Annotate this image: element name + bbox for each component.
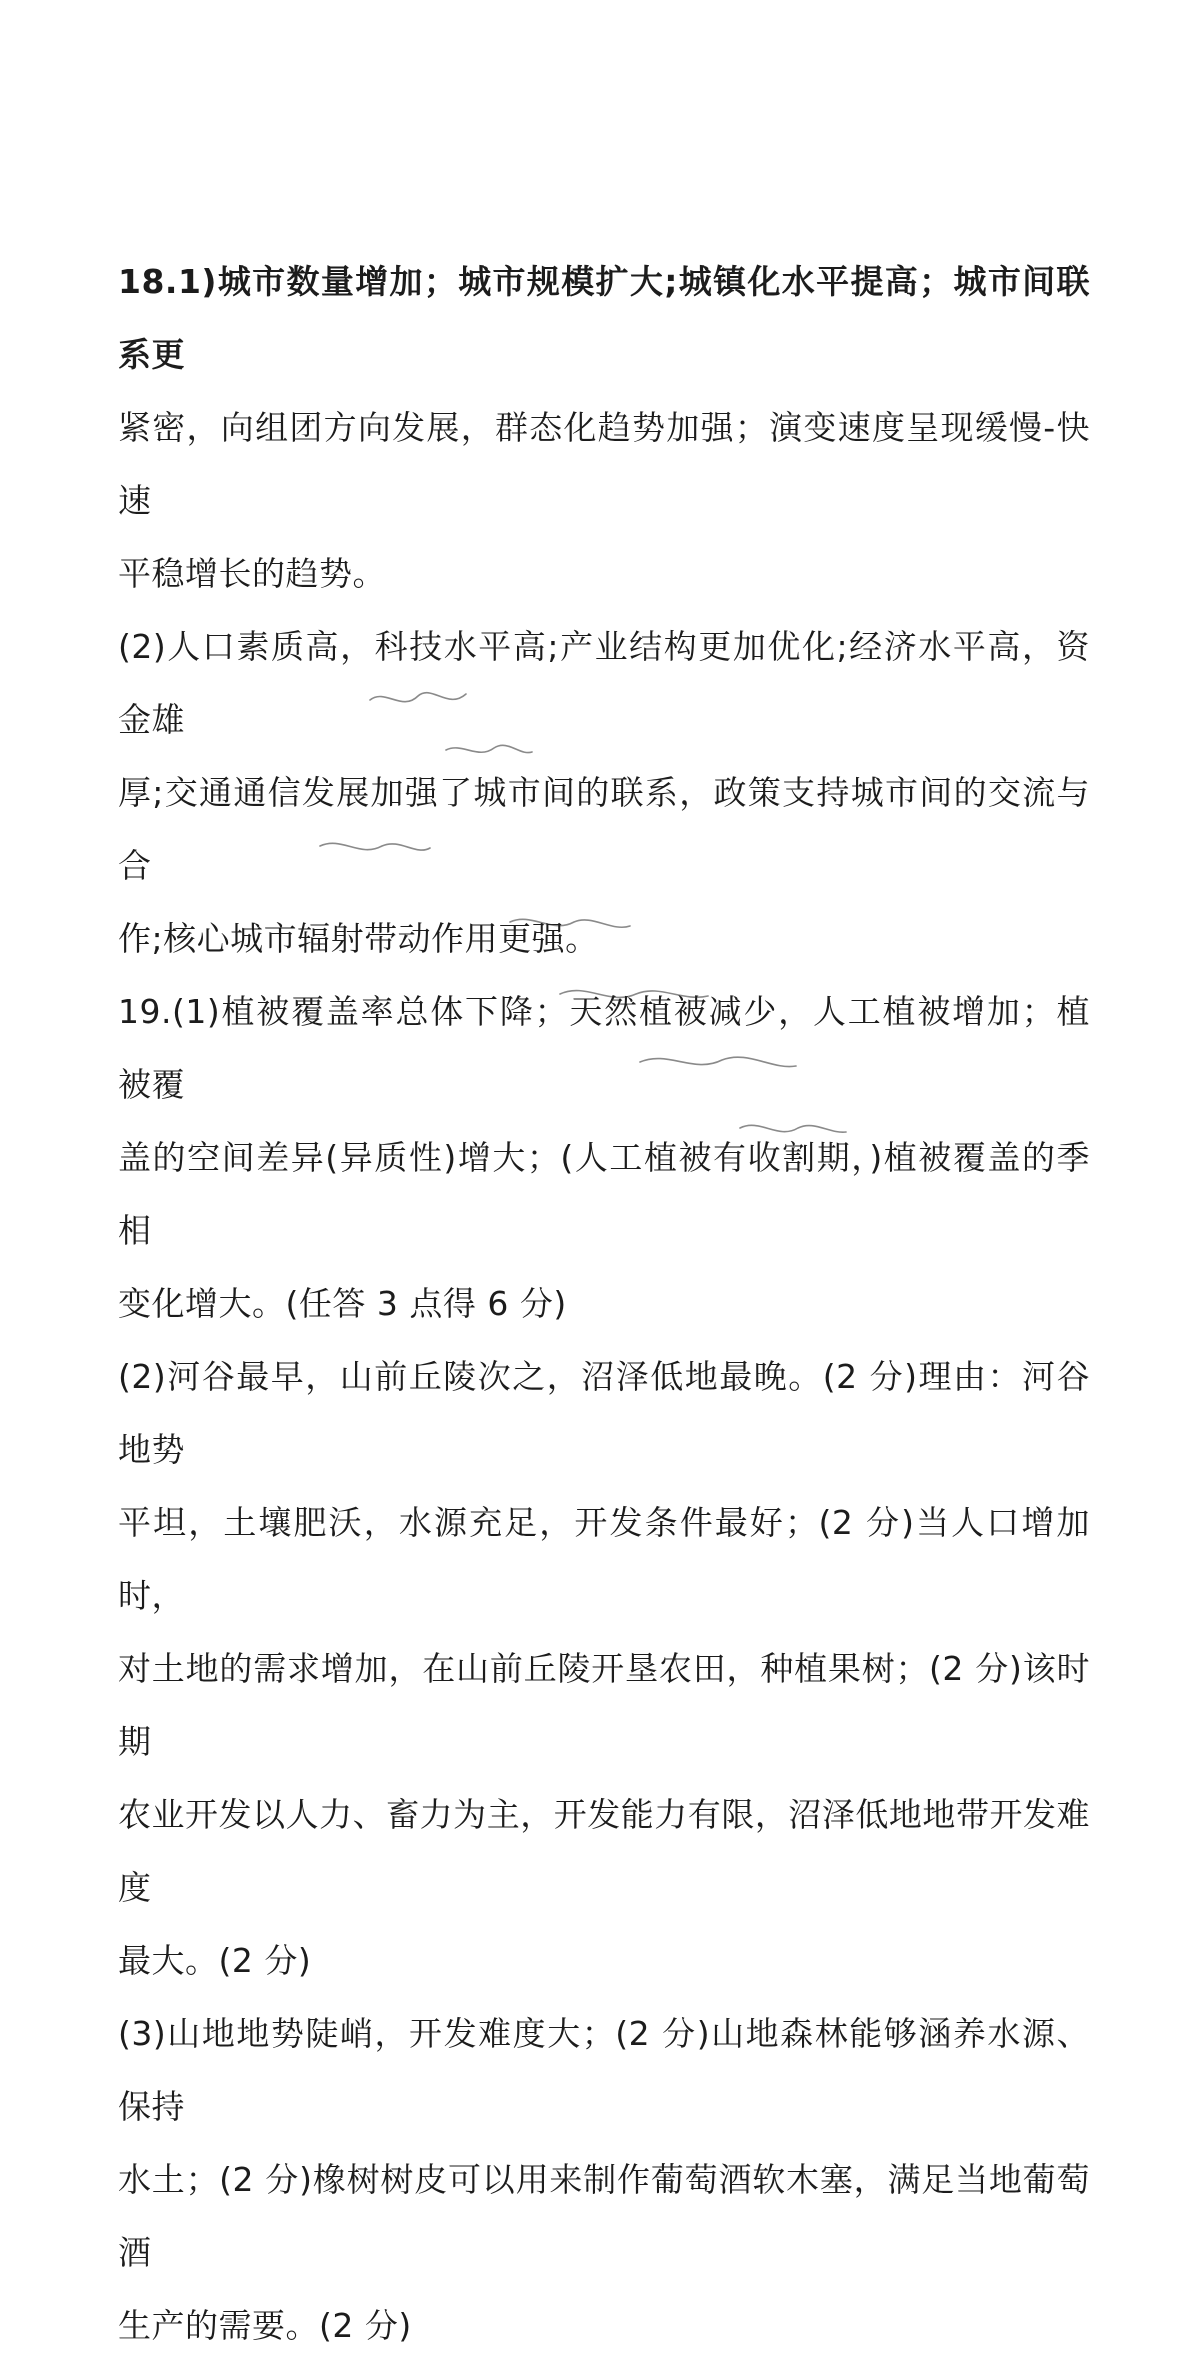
q19-part3-line-1: (3)山地地势陡峭，开发难度大；(2 分)山地森林能够涵养水源、保持 (118, 2014, 1090, 2126)
q19-part2-line-2: 平坦，土壤肥沃，水源充足，开发条件最好；(2 分)当人口增加时， (118, 1503, 1090, 1615)
q18-part1-line-2: 紧密，向组团方向发展，群态化趋势加强；演变速度呈现缓慢-快速 (118, 408, 1090, 520)
q18-part2-line-3: 作;核心城市辐射带动作用更强。 (118, 919, 599, 958)
answer-text-block (118, 245, 1090, 2362)
q18-part2-line-2: 厚;交通通信发展加强了城市间的联系，政策支持城市间的交流与合 (118, 773, 1090, 885)
q19-part1-line-2: 盖的空间差异(异质性)增大；(人工植被有收割期，)植被覆盖的季相 (118, 1138, 1090, 1250)
q19-part1-line-1: 19.(1)植被覆盖率总体下降；天然植被减少，人工植被增加；植被覆 (118, 992, 1090, 1104)
q19-part1-line-3: 变化增大。(任答 3 点得 6 分) (118, 1284, 567, 1323)
q19-part2-line-1: (2)河谷最早，山前丘陵次之，沼泽低地最晚。(2 分)理由：河谷地势 (118, 1357, 1090, 1469)
q18-part1-line-3: 平稳增长的趋势。 (118, 554, 386, 593)
q19-part2-line-5: 最大。(2 分) (118, 1941, 312, 1980)
q19-part2-line-3: 对土地的需求增加，在山前丘陵开垦农田，种植果树；(2 分)该时期 (118, 1649, 1090, 1761)
q19-part2-line-4: 农业开发以人力、畜力为主，开发能力有限，沼泽低地地带开发难度 (118, 1795, 1090, 1907)
q19-part3-line-3: 生产的需要。(2 分) (118, 2306, 412, 2345)
q19-part3-line-2: 水土；(2 分)橡树树皮可以用来制作葡萄酒软木塞，满足当地葡萄酒 (118, 2160, 1090, 2272)
q18-part2-line-1: (2)人口素质高，科技水平高;产业结构更加优化;经济水平高，资金雄 (118, 627, 1090, 739)
q18-part1-line-1: 18.1)城市数量增加；城市规模扩大;城镇化水平提高；城市间联系更 (118, 262, 1090, 374)
